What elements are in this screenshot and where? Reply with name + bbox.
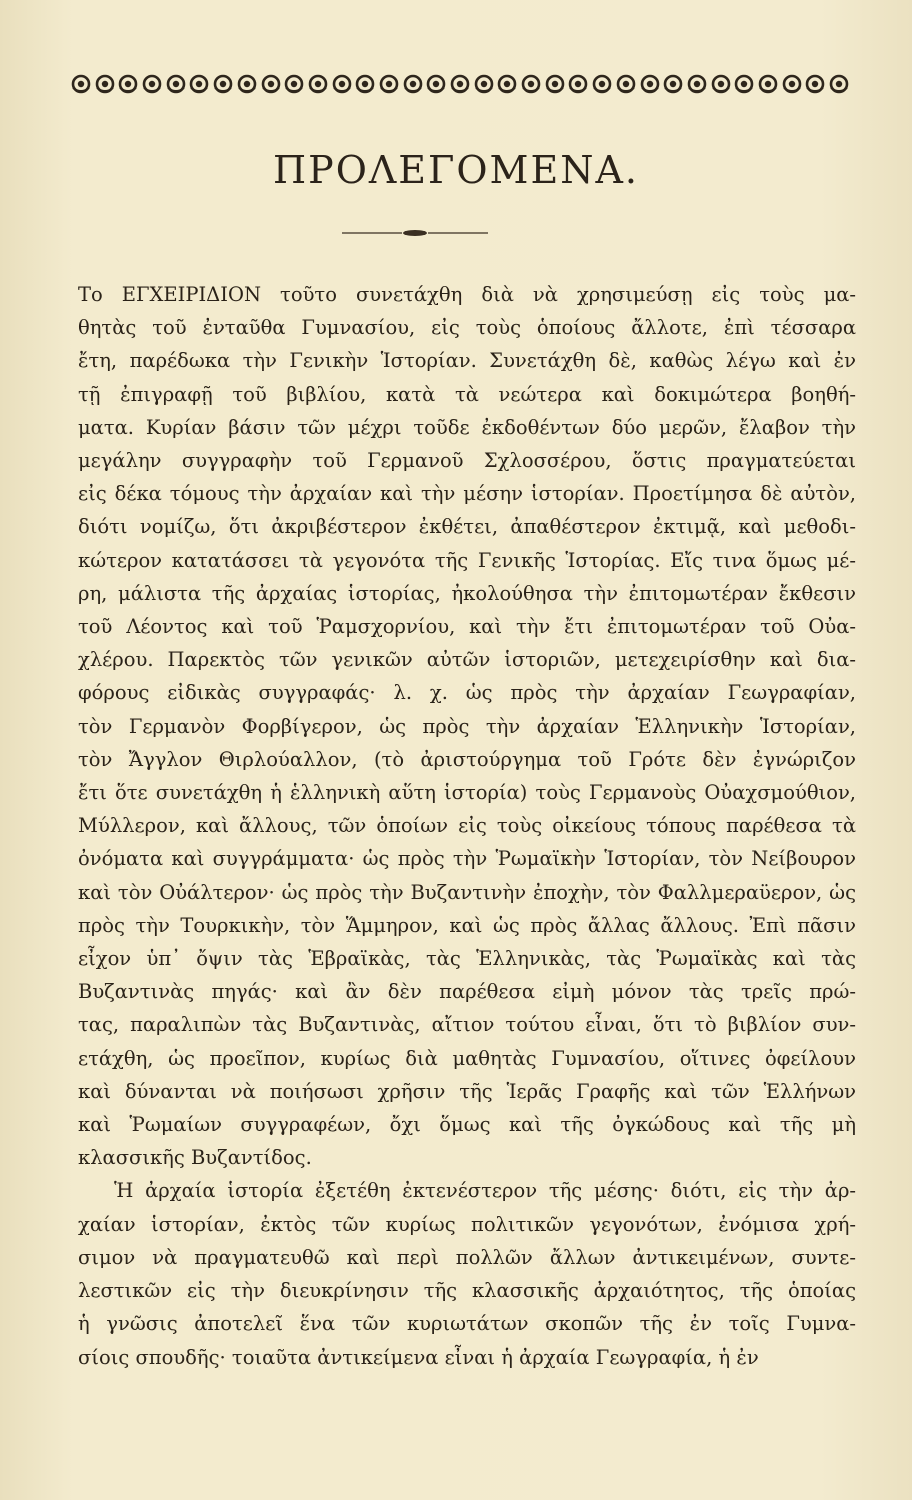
ornament-glyph bbox=[212, 73, 234, 95]
text-line: τῇ ἐπιγραφῇ τοῦ βιβλίου, κατὰ τὰ νεώτερα καὶ δοκιμώτερα βοηθή- bbox=[78, 382, 856, 406]
ornament-glyph bbox=[615, 73, 637, 95]
ornament-glyph bbox=[236, 73, 258, 95]
ornament-glyph bbox=[283, 73, 305, 95]
text-line: τὸν Γερμανὸν Φορβίγερον, ὡς πρὸς τὴν ἀρχαίαν Ἑλληνικὴν Ἱστορίαν, bbox=[78, 714, 856, 738]
ornament-glyph bbox=[828, 73, 850, 95]
text-line: διότι νομίζω, ὅτι ἀκριβέστερον ἐκθέτει, ἀπαθέστερον ἐκτιμᾷ, καὶ μεθοδι- bbox=[78, 515, 856, 539]
text-line: κώτερον κατατάσσει τὰ γεγονότα τῆς Γενικῆς Ἱστορίας. Εἴς τινα ὅμως μέ- bbox=[78, 548, 856, 572]
ornament-glyph bbox=[686, 73, 708, 95]
ornament-band bbox=[70, 68, 850, 100]
ornament-glyph bbox=[402, 73, 424, 95]
text-line: Το ΕΓΧΕΙΡΙΔΙΟΝ τοῦτο συνετάχθη διὰ νὰ χρησιμεύσῃ εἰς τοὺς μα- bbox=[78, 283, 856, 306]
ornament-glyph bbox=[733, 73, 755, 95]
text-line: ὀνόματα καὶ συγγράμματα· ὡς πρὸς τὴν Ῥωμαϊκὴν Ἱστορίαν, τὸν Νείβουρον bbox=[78, 847, 856, 871]
ornament-glyph bbox=[567, 73, 589, 95]
text-line: Βυζαντινὰς πηγάς· καὶ ἂν δὲν παρέθεσα εἰμὴ μόνον τὰς τρεῖς πρώ- bbox=[78, 980, 856, 1004]
ornament-glyph bbox=[70, 73, 92, 95]
ornament-glyph bbox=[804, 73, 826, 95]
text-line: πρὸς τὴν Τουρκικὴν, τὸν Ἅμμηρον, καὶ ὡς πρὸς ἄλλας ἄλλους. Ἐπὶ πᾶσιν bbox=[78, 913, 856, 937]
text-line: φόρους εἰδικὰς συγγραφάς· λ. χ. ὡς πρὸς τὴν ἀρχαίαν Γεωγραφίαν, bbox=[78, 681, 856, 705]
text-line: σιμον νὰ πραγματευθῶ καὶ περὶ πολλῶν ἄλλων ἀντικειμένων, συντε- bbox=[78, 1245, 856, 1269]
text-line: χαίαν ἱστορίαν, ἐκτὸς τῶν κυρίως πολιτικῶν γεγονότων, ἐνόμισα χρή- bbox=[78, 1212, 856, 1236]
ornament-glyph bbox=[94, 73, 116, 95]
text-line: κλασσικῆς Βυζαντίδος. bbox=[78, 1146, 312, 1170]
text-line: εἶχον ὑπ᾽ ὄψιν τὰς Ἑβραϊκὰς, τὰς Ἑλληνικὰς, τὰς Ῥωμαϊκὰς καὶ τὰς bbox=[78, 947, 856, 971]
ornament-glyph bbox=[449, 73, 471, 95]
text-line: καὶ δύνανται νὰ ποιήσωσι χρῆσιν τῆς Ἱερᾶς Γραφῆς καὶ τῶν Ἑλλήνων bbox=[78, 1079, 856, 1103]
text-line: τοῦ Λέοντος καὶ τοῦ Ῥαμσχορνίου, καὶ τὴν ἔτι ἐπιτομωτέραν τοῦ Οὐα- bbox=[78, 615, 856, 639]
text-line: Ἡ ἀρχαία ἱστορία ἐξετέθη ἐκτενέστερον τῆς μέσης· διότι, εἰς τὴν ἀρ- bbox=[114, 1179, 856, 1203]
body-text bbox=[78, 278, 856, 1374]
text-line: καὶ τὸν Οὐάλτερον· ὡς πρὸς τὴν Βυζαντινὴν ἐποχὴν, τὸν Φαλλμεραϋερον, ὡς bbox=[78, 880, 856, 904]
text-line: ετάχθη, ὡς προεῖπον, κυρίως διὰ μαθητὰς Γυμνασίου, οἵτινες ὀφείλουν bbox=[78, 1046, 856, 1070]
text-line: μεγάλην συγγραφὴν τοῦ Γερμανοῦ Σχλοσσέρου, ὅστις πραγματεύεται bbox=[78, 449, 856, 473]
ornament-glyph bbox=[117, 73, 139, 95]
text-line: καὶ Ῥωμαίων συγγραφέων, ὄχι ὅμως καὶ τῆς ὀγκώδους καὶ τῆς μὴ bbox=[78, 1113, 856, 1137]
ornament-glyph bbox=[473, 73, 495, 95]
ornament-glyph bbox=[188, 73, 210, 95]
text-line: τας, παραλιπὼν τὰς Βυζαντινὰς, αἴτιον τούτου εἶναι, ὅτι τὸ βιβλίον συν- bbox=[78, 1013, 856, 1037]
ornament-glyph bbox=[165, 73, 187, 95]
text-line: εἰς δέκα τόμους τὴν ἀρχαίαν καὶ τὴν μέσην ἱστορίαν. Προετίμησα δὲ αὐτὸν, bbox=[78, 482, 856, 506]
ornament-glyph bbox=[757, 73, 779, 95]
text-line: ματα. Κυρίαν βάσιν τῶν μέχρι τοῦδε ἐκδοθέντων δύο μερῶν, ἔλαβον τὴν bbox=[78, 415, 856, 439]
text-line: χλέρου. Παρεκτὸς τῶν γενικῶν αὐτῶν ἱστοριῶν, μετεχειρίσθην καὶ δια- bbox=[78, 648, 856, 672]
paragraph-2 bbox=[78, 1174, 856, 1373]
ornament-glyph bbox=[639, 73, 661, 95]
ornament-glyph bbox=[710, 73, 732, 95]
title-rule-ornament bbox=[340, 226, 490, 240]
ornament-glyph bbox=[354, 73, 376, 95]
text-line: ἡ γνῶσις ἀποτελεῖ ἕνα τῶν κυριωτάτων σκοπῶν τῆς ἐν τοῖς Γυμνα- bbox=[78, 1312, 856, 1336]
text-line: ἔτη, παρέδωκα τὴν Γενικὴν Ἱστορίαν. Συνετάχθη δὲ, καθὼς λέγω καὶ ἐν bbox=[78, 349, 856, 373]
ornament-glyph bbox=[141, 73, 163, 95]
page-title: ΠΡΟΛΕΓΟΜΕΝΑ. bbox=[273, 148, 639, 192]
ornament-glyph bbox=[781, 73, 803, 95]
paragraph-1 bbox=[78, 278, 856, 1174]
ornament-glyph bbox=[591, 73, 613, 95]
ornament-glyph bbox=[662, 73, 684, 95]
ornament-glyph bbox=[378, 73, 400, 95]
ornament-glyph bbox=[331, 73, 353, 95]
text-line: θητὰς τοῦ ἐνταῦθα Γυμνασίου, εἰς τοὺς ὁποίους ἄλλοτε, ἐπὶ τέσσαρα bbox=[78, 316, 856, 340]
text-line: τὸν Ἄγγλον Θιρλούαλλον, (τὸ ἀριστούργημα τοῦ Γρότε δὲν ἐγνώριζον bbox=[78, 747, 856, 771]
ornament-glyph bbox=[520, 73, 542, 95]
text-line: λεστικῶν εἰς τὴν διευκρίνησιν τῆς κλασσικῆς ἀρχαιότητος, τῆς ὁποίας bbox=[78, 1279, 856, 1303]
text-line: ρη, μάλιστα τῆς ἀρχαίας ἱστορίας, ἠκολούθησα τὴν ἐπιτομωτέραν ἔκθεσιν bbox=[78, 581, 856, 605]
text-line: σίοις σπουδῆς· τοιαῦτα ἀντικείμενα εἶναι ἡ ἀρχαία Γεωγραφία, ἡ ἐν bbox=[78, 1345, 759, 1369]
ornament-glyph bbox=[260, 73, 282, 95]
ornament-glyph bbox=[307, 73, 329, 95]
text-line: Μύλλερον, καὶ ἄλλους, τῶν ὁποίων εἰς τοὺς οἰκείους τόπους παρέθεσα τὰ bbox=[78, 814, 856, 838]
ornament-glyph bbox=[425, 73, 447, 95]
ornament-glyph bbox=[496, 73, 518, 95]
ornament-glyph bbox=[544, 73, 566, 95]
text-line: ἔτι ὅτε συνετάχθη ἡ ἑλληνικὴ αὕτη ἱστορία) τοὺς Γερμανοὺς Οὐαχσμούθιον, bbox=[78, 781, 856, 805]
